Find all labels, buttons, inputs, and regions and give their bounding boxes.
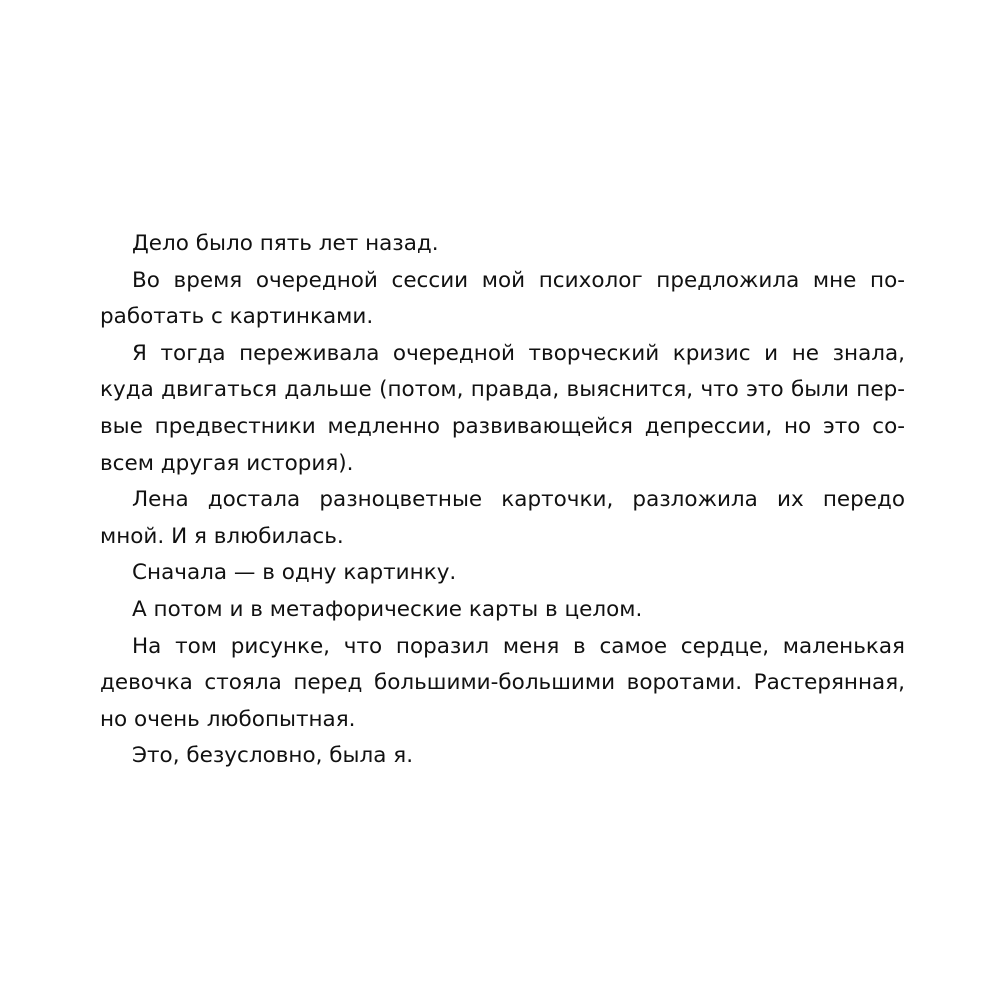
text-line: работать с картинками. [100,304,374,330]
text-line: Дело было пять лет назад. [132,231,439,256]
text-line: мной. И я влюбилась. [100,523,344,549]
text-line: но очень любопытная. [100,706,356,732]
text-line: всем другая история). [100,450,354,476]
text-line: Сначала — в одну картинку. [132,560,457,586]
text-line: На том рисунке, что поразил меня в самое сердце, маленькая [132,633,905,659]
text-line: А потом и в метафорические карты в целом. [132,596,643,622]
body-text [100,226,905,775]
text-line: Я тогда переживала очередной творческий кризис и не знала, [132,340,905,366]
text-line: вые предвестники медленно развивающейся депрессии, но это со- [100,413,905,439]
text-line: Лена достала разноцветные карточки, разложила их передо [132,487,905,513]
text-line: куда двигаться дальше (потом, правда, выяснится, что это были пер- [100,377,905,403]
text-line: Это, безусловно, была я. [132,743,414,769]
text-line: Во время очередной сессии мой психолог предложила мне по- [132,267,905,293]
text-line: девочка стояла перед большими-большими воротами. Растерянная, [100,670,905,696]
